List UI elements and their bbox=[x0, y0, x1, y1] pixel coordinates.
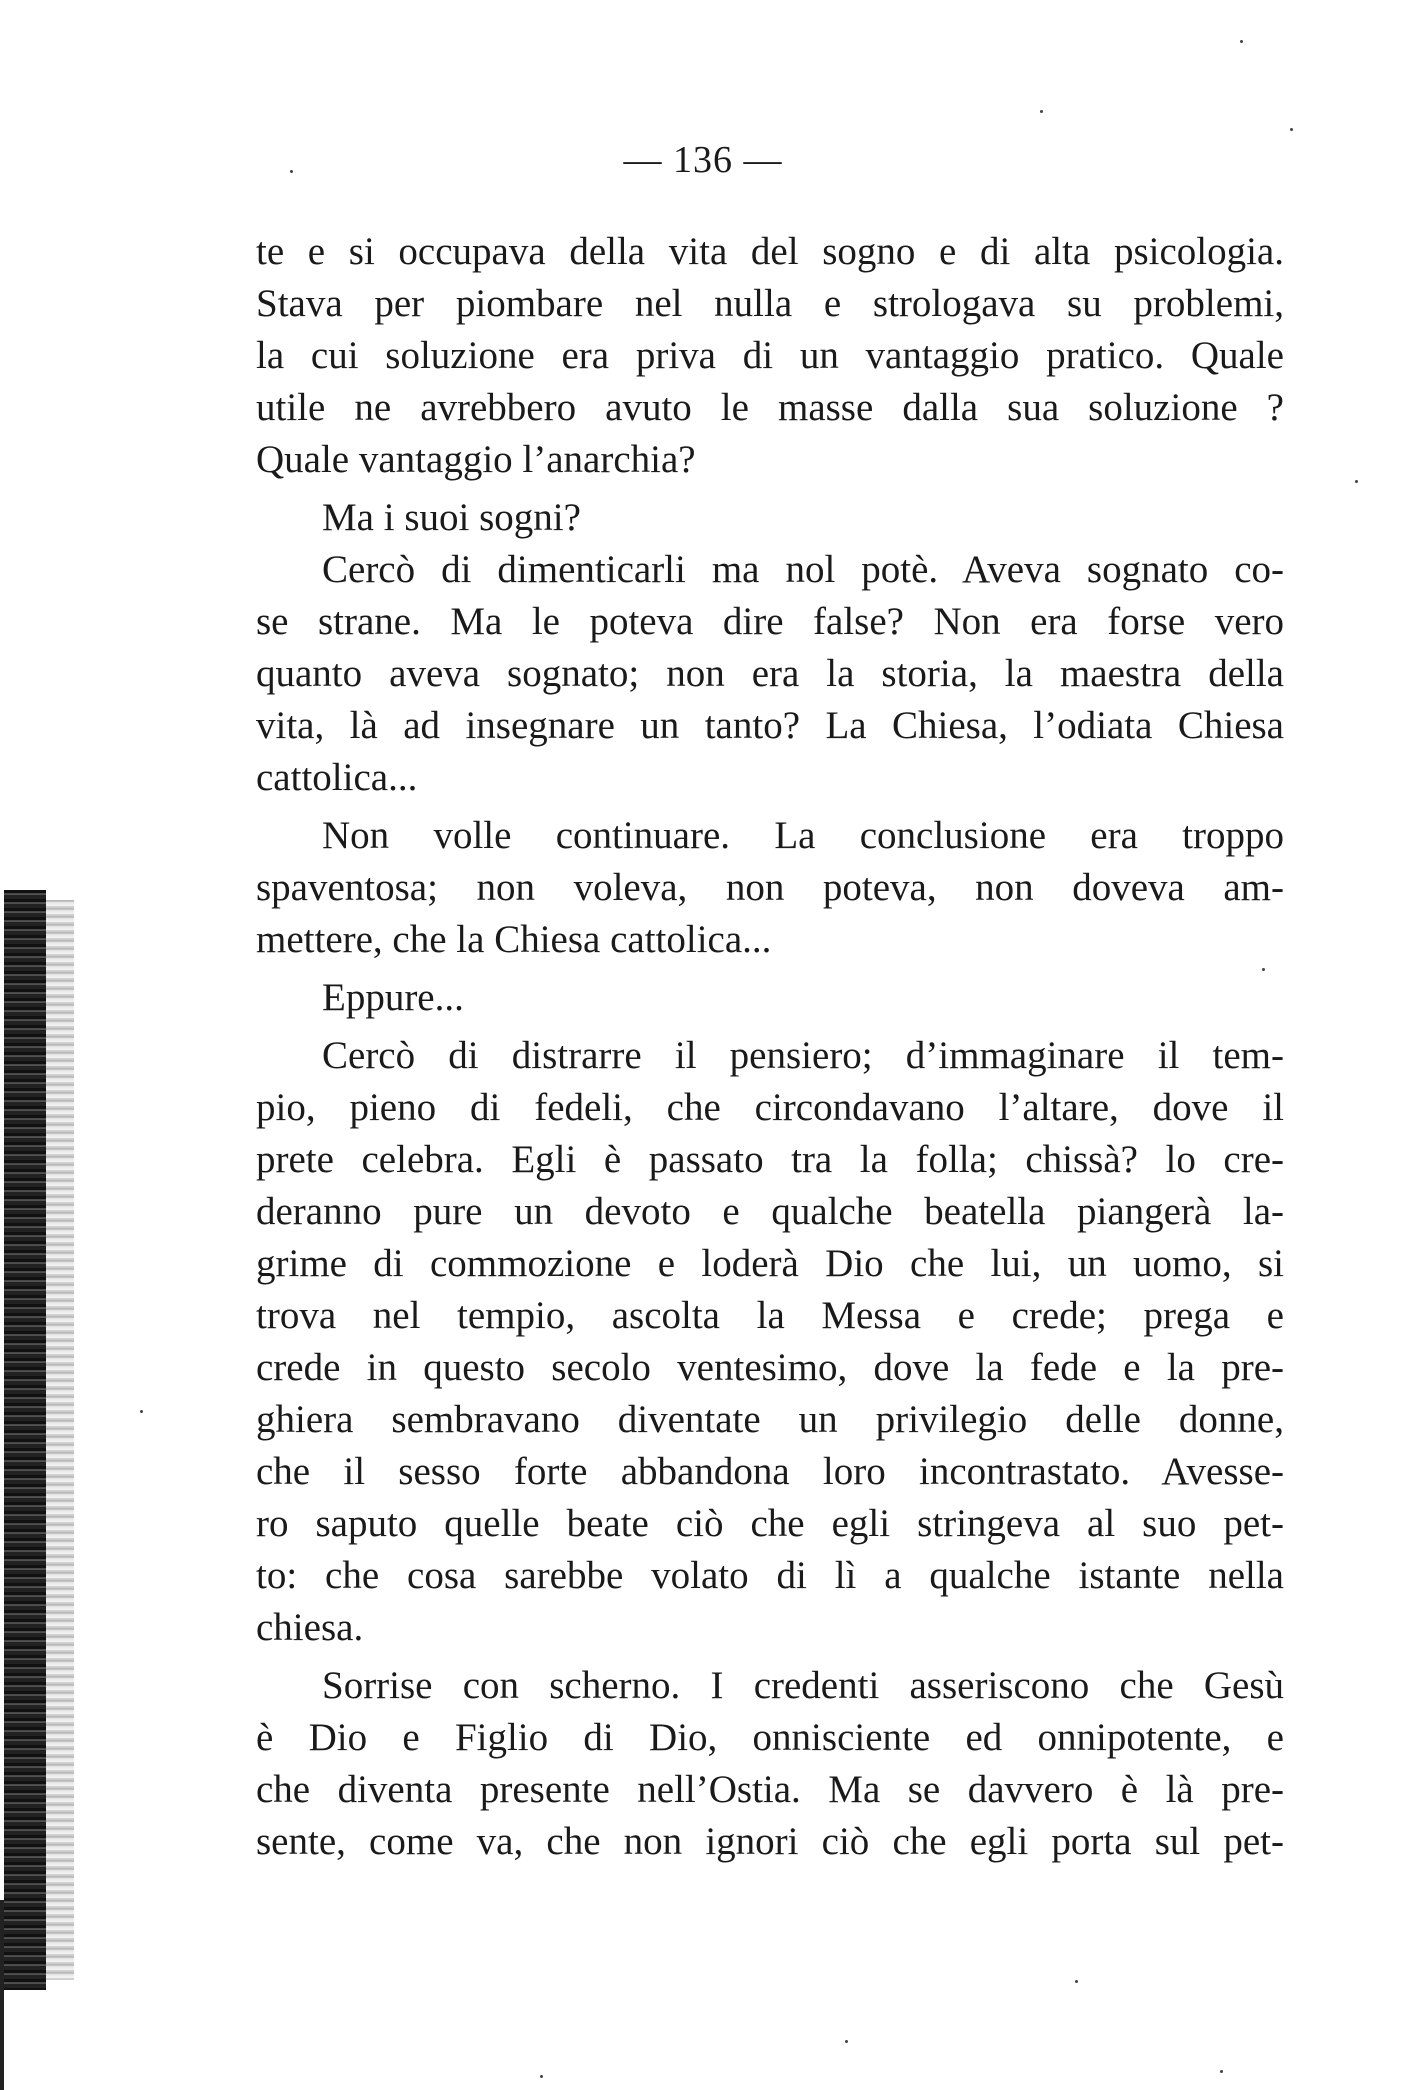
text-line: Ma i suoi sogni? bbox=[322, 496, 581, 539]
text-line: crede in questo secolo ventesimo, dove la fede e la pre- bbox=[256, 1346, 1284, 1389]
scan-edge-shadow bbox=[4, 890, 46, 1990]
text-line: Sorrise con scherno. I credenti asseriscono che Gesù bbox=[322, 1664, 1284, 1707]
scan-speck bbox=[845, 2040, 848, 2043]
scan-speck bbox=[540, 2075, 543, 2078]
scan-speck bbox=[1262, 968, 1265, 971]
text-line: ro saputo quelle beate ciò che egli stringeva al suo pet- bbox=[256, 1502, 1284, 1545]
text-line: grime di commozione e loderà Dio che lui, un uomo, si bbox=[256, 1242, 1284, 1285]
scan-speck bbox=[1040, 110, 1043, 113]
scan-speck bbox=[140, 1410, 143, 1413]
scan-speck bbox=[1355, 480, 1358, 483]
scan-speck bbox=[1240, 40, 1243, 43]
text-line: Cercò di dimenticarli ma nol potè. Aveva sognato co- bbox=[322, 548, 1284, 591]
text-line: mettere, che la Chiesa cattolica... bbox=[256, 918, 772, 961]
text-line: cattolica... bbox=[256, 756, 418, 799]
text-line: ghiera sembravano diventate un privilegio delle donne, bbox=[256, 1398, 1284, 1441]
scan-speck bbox=[290, 170, 293, 173]
text-line: che il sesso forte abbandona loro incontrastato. Avesse- bbox=[256, 1450, 1284, 1493]
scan-edge-texture bbox=[46, 900, 74, 1980]
text-line: se strane. Ma le poteva dire false? Non era forse vero bbox=[256, 600, 1284, 643]
text-line: Eppure... bbox=[322, 976, 464, 1019]
text-line: spaventosa; non voleva, non poteva, non doveva am- bbox=[256, 866, 1284, 909]
text-line: trova nel tempio, ascolta la Messa e crede; prega e bbox=[256, 1294, 1284, 1337]
text-line: prete celebra. Egli è passato tra la folla; chissà? lo cre- bbox=[256, 1138, 1284, 1181]
text-line: vita, là ad insegnare un tanto? La Chiesa, l’odiata Chiesa bbox=[256, 704, 1284, 747]
text-line: utile ne avrebbero avuto le masse dalla sua soluzione ? bbox=[256, 386, 1284, 429]
text-line: Quale vantaggio l’anarchia? bbox=[256, 438, 696, 481]
body-text bbox=[256, 226, 1284, 1868]
scan-speck bbox=[1075, 1980, 1078, 1983]
text-line: che diventa presente nell’Ostia. Ma se davvero è là pre- bbox=[256, 1768, 1284, 1811]
scan-speck bbox=[1220, 2070, 1223, 2073]
text-line: to: che cosa sarebbe volato di lì a qualche istante nella bbox=[256, 1554, 1284, 1597]
text-line: te e si occupava della vita del sogno e di alta psicologia. bbox=[256, 230, 1284, 273]
page-number: — 136 — bbox=[623, 139, 783, 181]
text-line: Cercò di distrarre il pensiero; d’immaginare il tem- bbox=[322, 1034, 1284, 1077]
text-line: quanto aveva sognato; non era la storia, la maestra della bbox=[256, 652, 1284, 695]
text-line: sente, come va, che non ignori ciò che egli porta sul pet- bbox=[256, 1820, 1284, 1863]
scan-margin-line bbox=[0, 1900, 4, 2090]
text-line: pio, pieno di fedeli, che circondavano l’altare, dove il bbox=[256, 1086, 1284, 1129]
text-line: Non volle continuare. La conclusione era troppo bbox=[322, 814, 1284, 857]
text-line: è Dio e Figlio di Dio, onnisciente ed onnipotente, e bbox=[256, 1716, 1284, 1759]
scan-speck bbox=[1290, 128, 1293, 131]
text-line: chiesa. bbox=[256, 1606, 364, 1649]
text-line: la cui soluzione era priva di un vantaggio pratico. Quale bbox=[256, 334, 1284, 377]
text-line: Stava per piombare nel nulla e strologava su problemi, bbox=[256, 282, 1284, 325]
text-line: deranno pure un devoto e qualche beatella piangerà la- bbox=[256, 1190, 1284, 1233]
